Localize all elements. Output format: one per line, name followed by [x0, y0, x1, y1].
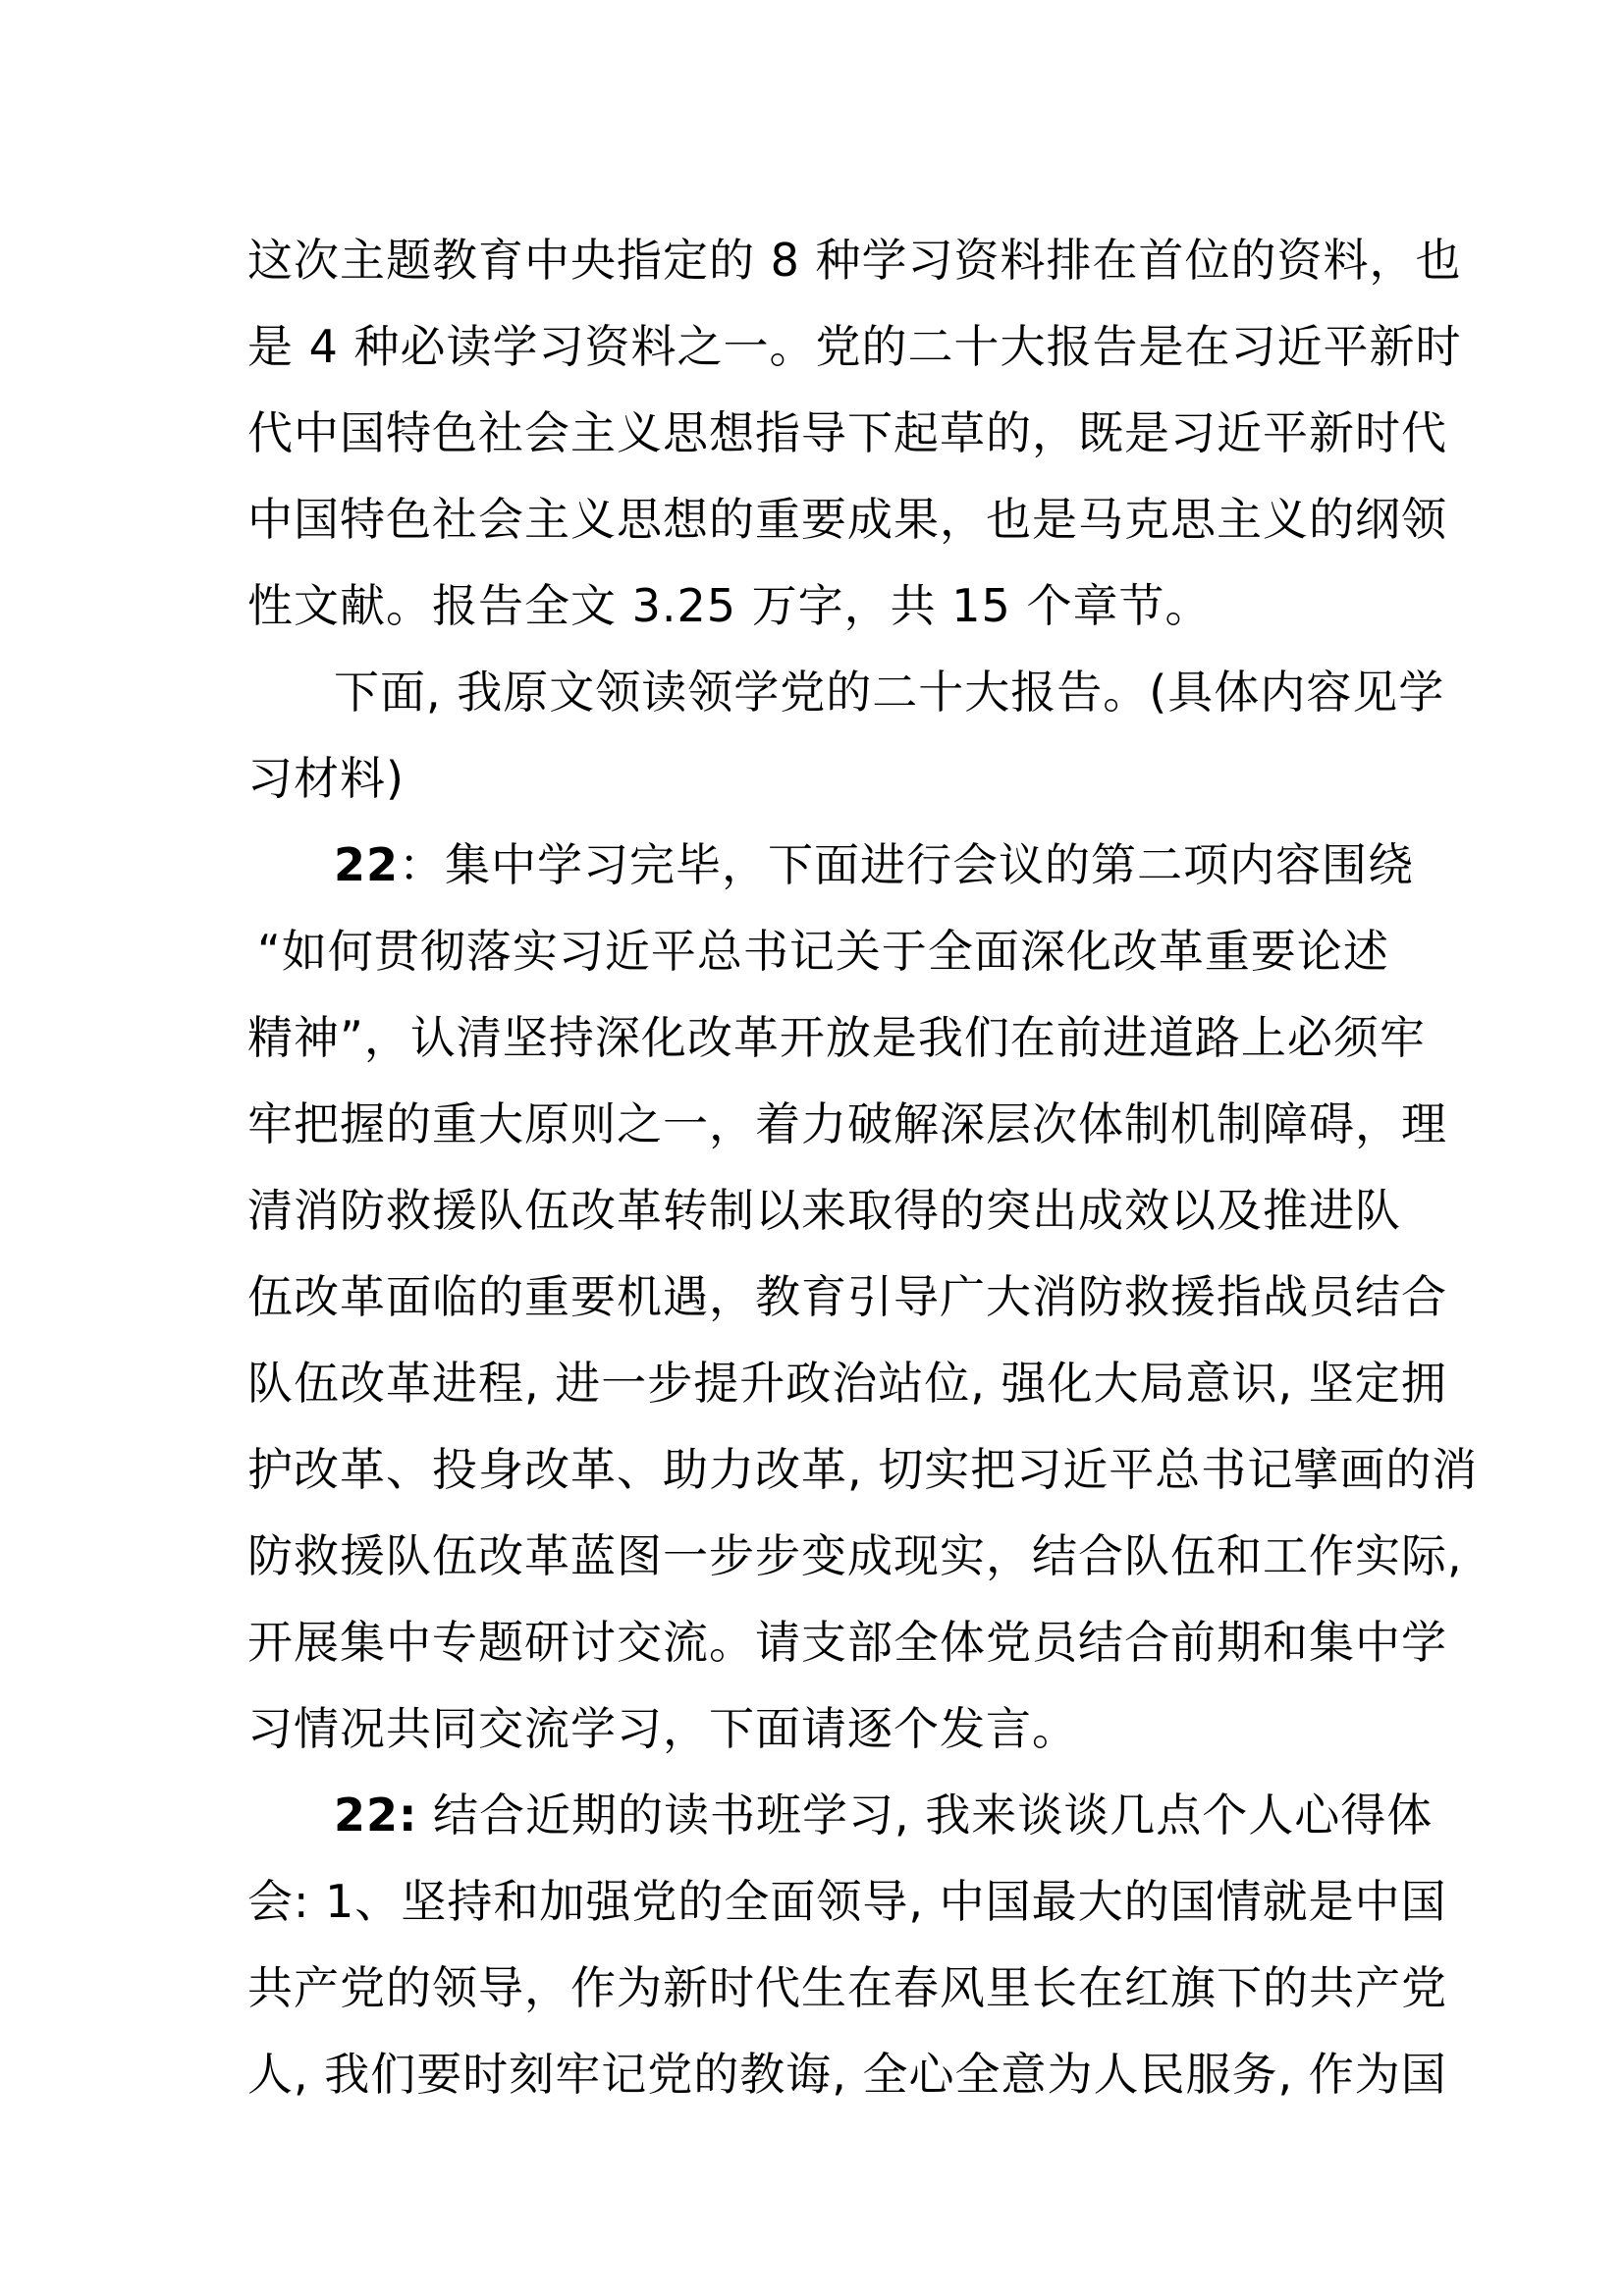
paragraph-2-line-1: 下面, 我原文领读领学党的二十大报告。(具体内容见学 [334, 666, 1445, 719]
paragraph-4-line-3: 共产党的领导，作为新时代生在春风里长在红旗下的共产党 [247, 1961, 1447, 2014]
paragraph-1-line-5: 性文献。报告全文 3.25 万字，共 15 个章节。 [247, 579, 1212, 632]
paragraph-1-line-4: 中国特色社会主义思想的重要成果，也是马克思主义的纲领 [247, 493, 1447, 546]
paragraph-1-line-1: 这次主题教育中央指定的 8 种学习资料排在首位的资料，也 [247, 234, 1462, 287]
paragraph-1-line-2: 是 4 种必读学习资料之一。党的二十大报告是在习近平新时 [247, 320, 1462, 373]
speaker-label: 22 [334, 838, 400, 891]
paragraph-2-line-2: 习材料) [247, 752, 405, 805]
paragraph-3-line-10: 开展集中专题研讨交流。请支部全体党员结合前期和集中学 [247, 1616, 1447, 1669]
paragraph-3-line-2: “如何贯彻落实习近平总书记关于全面深化改革重要论述 [257, 925, 1389, 978]
paragraph-4-line-1-text: 结合近期的读书班学习, 我来谈谈几点个人心得体 [417, 1789, 1434, 1842]
paragraph-3-line-1 [334, 823, 1414, 907]
paragraph-4-line-4: 人, 我们要时刻牢记党的教诲, 全心全意为人民服务, 作为国 [247, 2048, 1447, 2101]
paragraph-3-line-1-text: ：集中学习完毕，下面进行会议的第二项内容围绕 [399, 838, 1415, 891]
paragraph-3-line-4: 牢把握的重大原则之一，着力破解深层次体制机制障碍，理 [247, 1097, 1447, 1150]
paragraph-3-line-5: 清消防救援队伍改革转制以来取得的突出成效以及推进队 [247, 1184, 1401, 1237]
paragraph-1-line-3: 代中国特色社会主义思想指导下起草的，既是习近平新时代 [247, 406, 1447, 459]
paragraph-3-line-9: 防救援队伍改革蓝图一步步变成现实，结合队伍和工作实际, [247, 1529, 1463, 1582]
paragraph-3-line-7: 队伍改革进程, 进一步提升政治站位, 强化大局意识, 坚定拥 [247, 1357, 1447, 1410]
paragraph-3-line-11: 习情况共同交流学习，下面请逐个发言。 [247, 1702, 1078, 1755]
paragraph-3-line-6: 伍改革面临的重要机遇，教育引导广大消防救援指战员结合 [247, 1270, 1447, 1323]
speaker-label: 22: [334, 1789, 418, 1842]
paragraph-3-line-3: 精神”，认清坚持深化改革开放是我们在前进道路上必须牢 [247, 1011, 1426, 1064]
paragraph-4-line-1 [334, 1773, 1433, 1857]
paragraph-3-line-8: 护改革、投身改革、助力改革, 切实把习近平总书记擘画的消 [247, 1443, 1479, 1496]
paragraph-4-line-2: 会: 1、坚持和加强党的全面领导, 中国最大的国情就是中国 [247, 1875, 1447, 1928]
